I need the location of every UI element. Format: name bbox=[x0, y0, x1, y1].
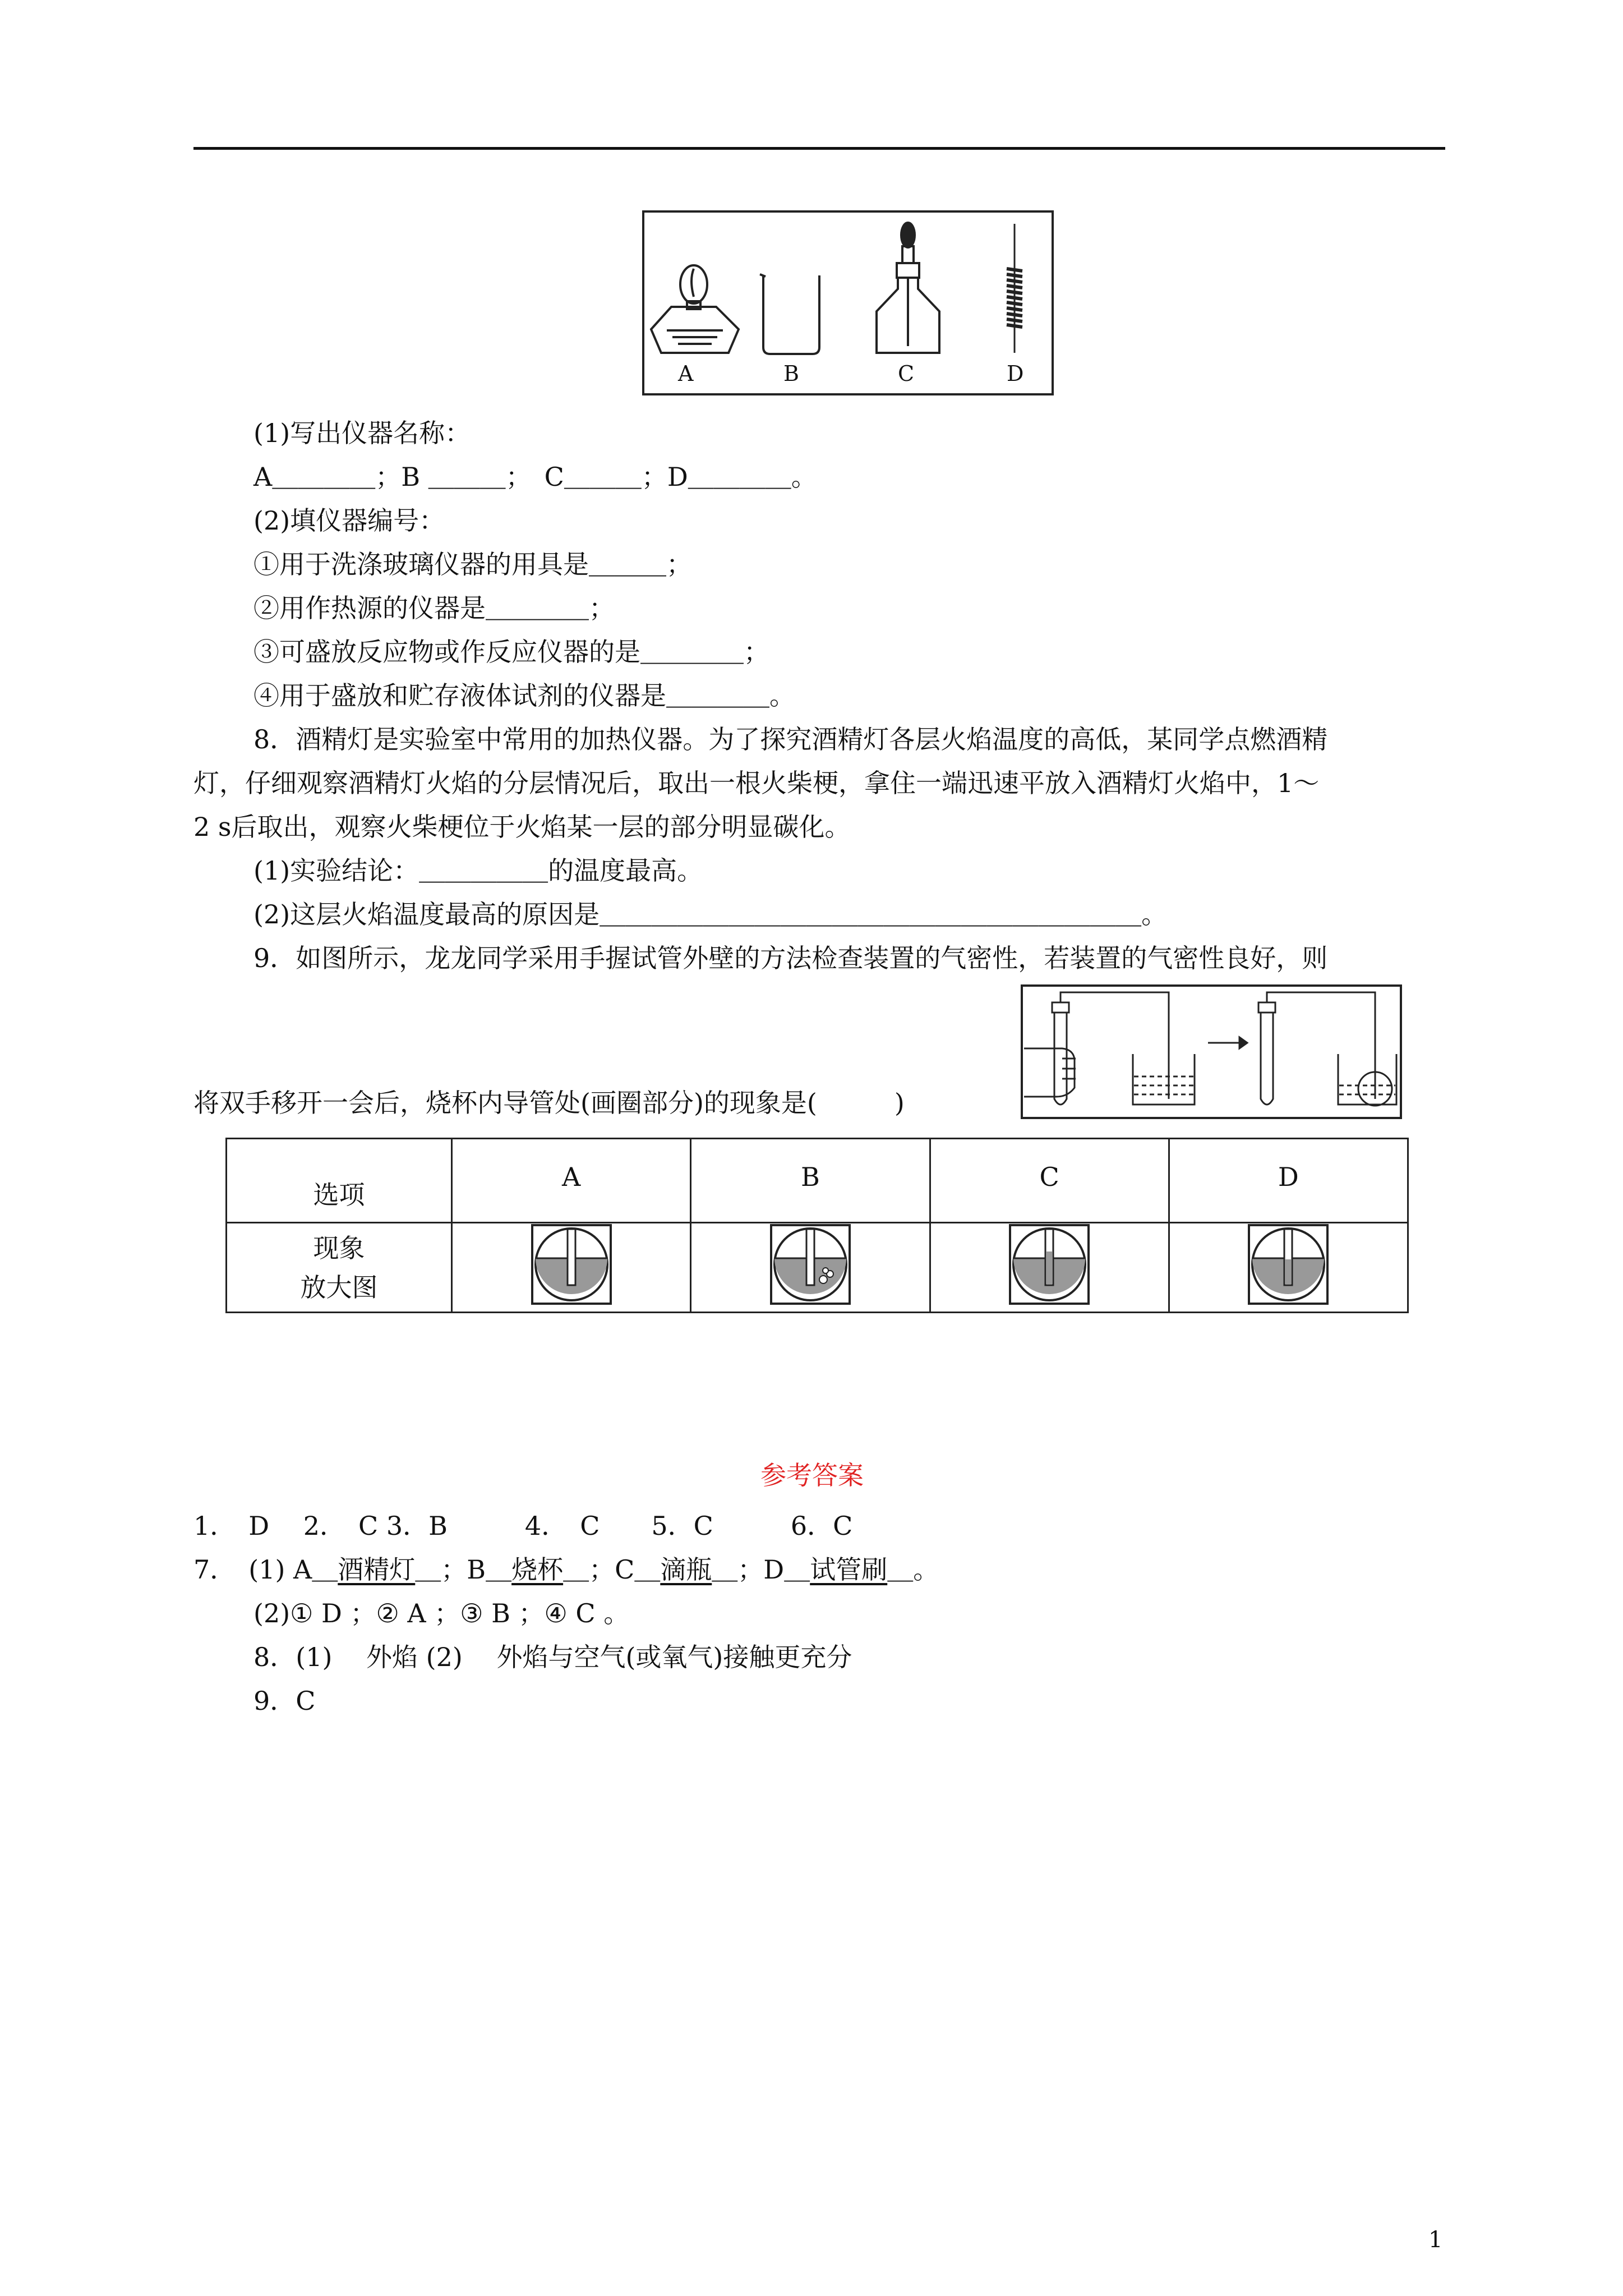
q7-item-1: ①用于洗涤玻璃仪器的用具是＿＿＿； bbox=[253, 549, 692, 579]
answer-c: 滴瓶 bbox=[660, 1554, 712, 1585]
answers-sep-d: ＿；D＿ bbox=[712, 1554, 810, 1585]
beaker-right-icon bbox=[1338, 1054, 1396, 1106]
q7-part1-blanks: A＿＿＿＿；B ＿＿＿； C＿＿＿；D＿＿＿＿。 bbox=[253, 462, 817, 492]
answers-q7-prefix: 7． (1) A＿ bbox=[193, 1554, 338, 1585]
magnified-b-icon bbox=[769, 1223, 851, 1305]
airtightness-drawing bbox=[1023, 987, 1400, 1117]
option-d-image bbox=[1169, 1223, 1408, 1313]
row-label-line1: 现象 bbox=[313, 1232, 365, 1263]
answers-q7-part1 bbox=[193, 1553, 939, 1586]
answers-q7-part2: (2)① D ；② A ；③ B ；④ C 。 bbox=[253, 1598, 630, 1628]
beaker-left-icon bbox=[1133, 1054, 1195, 1105]
figure-label-c: C bbox=[898, 361, 915, 386]
header-option-a: A bbox=[452, 1139, 691, 1223]
row-label-cell bbox=[227, 1223, 452, 1313]
dropper-bottle-icon bbox=[877, 223, 939, 353]
magnified-a-icon bbox=[531, 1223, 612, 1305]
hand-icon bbox=[1024, 1048, 1076, 1097]
answer-a: 酒精灯 bbox=[338, 1554, 416, 1585]
q8-sub1: (1)实验结论：＿＿＿＿＿的温度最高。 bbox=[253, 855, 703, 886]
table-header-row bbox=[227, 1139, 1408, 1223]
answers-q9: 9．C bbox=[253, 1686, 316, 1716]
answers-sep-c: ＿；C＿ bbox=[563, 1554, 661, 1585]
magnified-d-icon bbox=[1247, 1223, 1329, 1305]
apparatus-figure bbox=[642, 210, 1054, 395]
q7-item-4: ④用于盛放和贮存液体试剂的仪器是＿＿＿＿。 bbox=[253, 680, 795, 711]
arrow-icon bbox=[1208, 1037, 1247, 1048]
answers-title: 参考答案 bbox=[760, 1460, 864, 1490]
options-table bbox=[225, 1138, 1409, 1313]
figure-label-b: B bbox=[783, 361, 799, 386]
q9-text-line2: 将双手移开一会后，烧杯内导管处(画圈部分)的现象是( ) bbox=[193, 1088, 905, 1118]
q7-item-2: ②用作热源的仪器是＿＿＿＿； bbox=[253, 593, 615, 623]
test-tube-brush-icon bbox=[1007, 224, 1022, 353]
option-a-image bbox=[452, 1223, 691, 1313]
answers-q8: 8．(1) 外焰 (2) 外焰与空气(或氧气)接触更充分 bbox=[253, 1642, 852, 1672]
alcohol-lamp-icon bbox=[651, 265, 739, 353]
airtightness-figure bbox=[1021, 984, 1402, 1119]
q8-text-line2: 灯，仔细观察酒精灯火焰的分层情况后，取出一根火柴梗，拿住一端迅速平放入酒精灯火焰中，1～ bbox=[193, 768, 1320, 798]
header-label-cell: 选项 bbox=[227, 1139, 452, 1223]
q8-text-line3: 2 s后取出，观察火柴梗位于火焰某一层的部分明显碳化。 bbox=[193, 812, 851, 842]
row-label-line2: 放大图 bbox=[300, 1272, 378, 1303]
q7-part2-prompt: (2)填仪器编号： bbox=[253, 505, 445, 536]
header-option-c: C bbox=[930, 1139, 1169, 1223]
q9-text-line1: 9．如图所示，龙龙同学采用手握试管外壁的方法检查装置的气密性，若装置的气密性良好，则 bbox=[253, 943, 1328, 973]
table-image-row bbox=[227, 1223, 1408, 1313]
header-option-b: B bbox=[691, 1139, 930, 1223]
answers-q7-suffix: ＿。 bbox=[887, 1554, 939, 1585]
beaker-icon bbox=[760, 274, 819, 354]
answers-line1: 1． D 2． C 3．B 4． C 5．C 6．C bbox=[193, 1511, 853, 1541]
page-number: 1 bbox=[1428, 2227, 1443, 2253]
header-rule bbox=[193, 147, 1445, 150]
apparatus-drawing bbox=[644, 213, 1052, 393]
figure-label-a: A bbox=[678, 361, 694, 386]
option-b-image bbox=[691, 1223, 930, 1313]
answer-d: 试管刷 bbox=[810, 1554, 888, 1585]
option-c-image bbox=[930, 1223, 1169, 1313]
header-option-d: D bbox=[1169, 1139, 1408, 1223]
answer-b: 烧杯 bbox=[511, 1554, 564, 1585]
magnified-c-icon bbox=[1008, 1223, 1090, 1305]
q7-item-3: ③可盛放反应物或作反应仪器的是＿＿＿＿； bbox=[253, 637, 769, 667]
q8-text-line1: 8．酒精灯是实验室中常用的加热仪器。为了探究酒精灯各层火焰温度的高低，某同学点燃酒精 bbox=[253, 724, 1328, 754]
figure-label-d: D bbox=[1007, 361, 1024, 386]
q7-part1-prompt: (1)写出仪器名称： bbox=[253, 418, 471, 448]
q8-sub2: (2)这层火焰温度最高的原因是＿＿＿＿＿＿＿＿＿＿＿＿＿＿＿＿＿＿＿＿＿。 bbox=[253, 899, 1168, 930]
answers-sep-b: ＿；B＿ bbox=[415, 1554, 512, 1585]
